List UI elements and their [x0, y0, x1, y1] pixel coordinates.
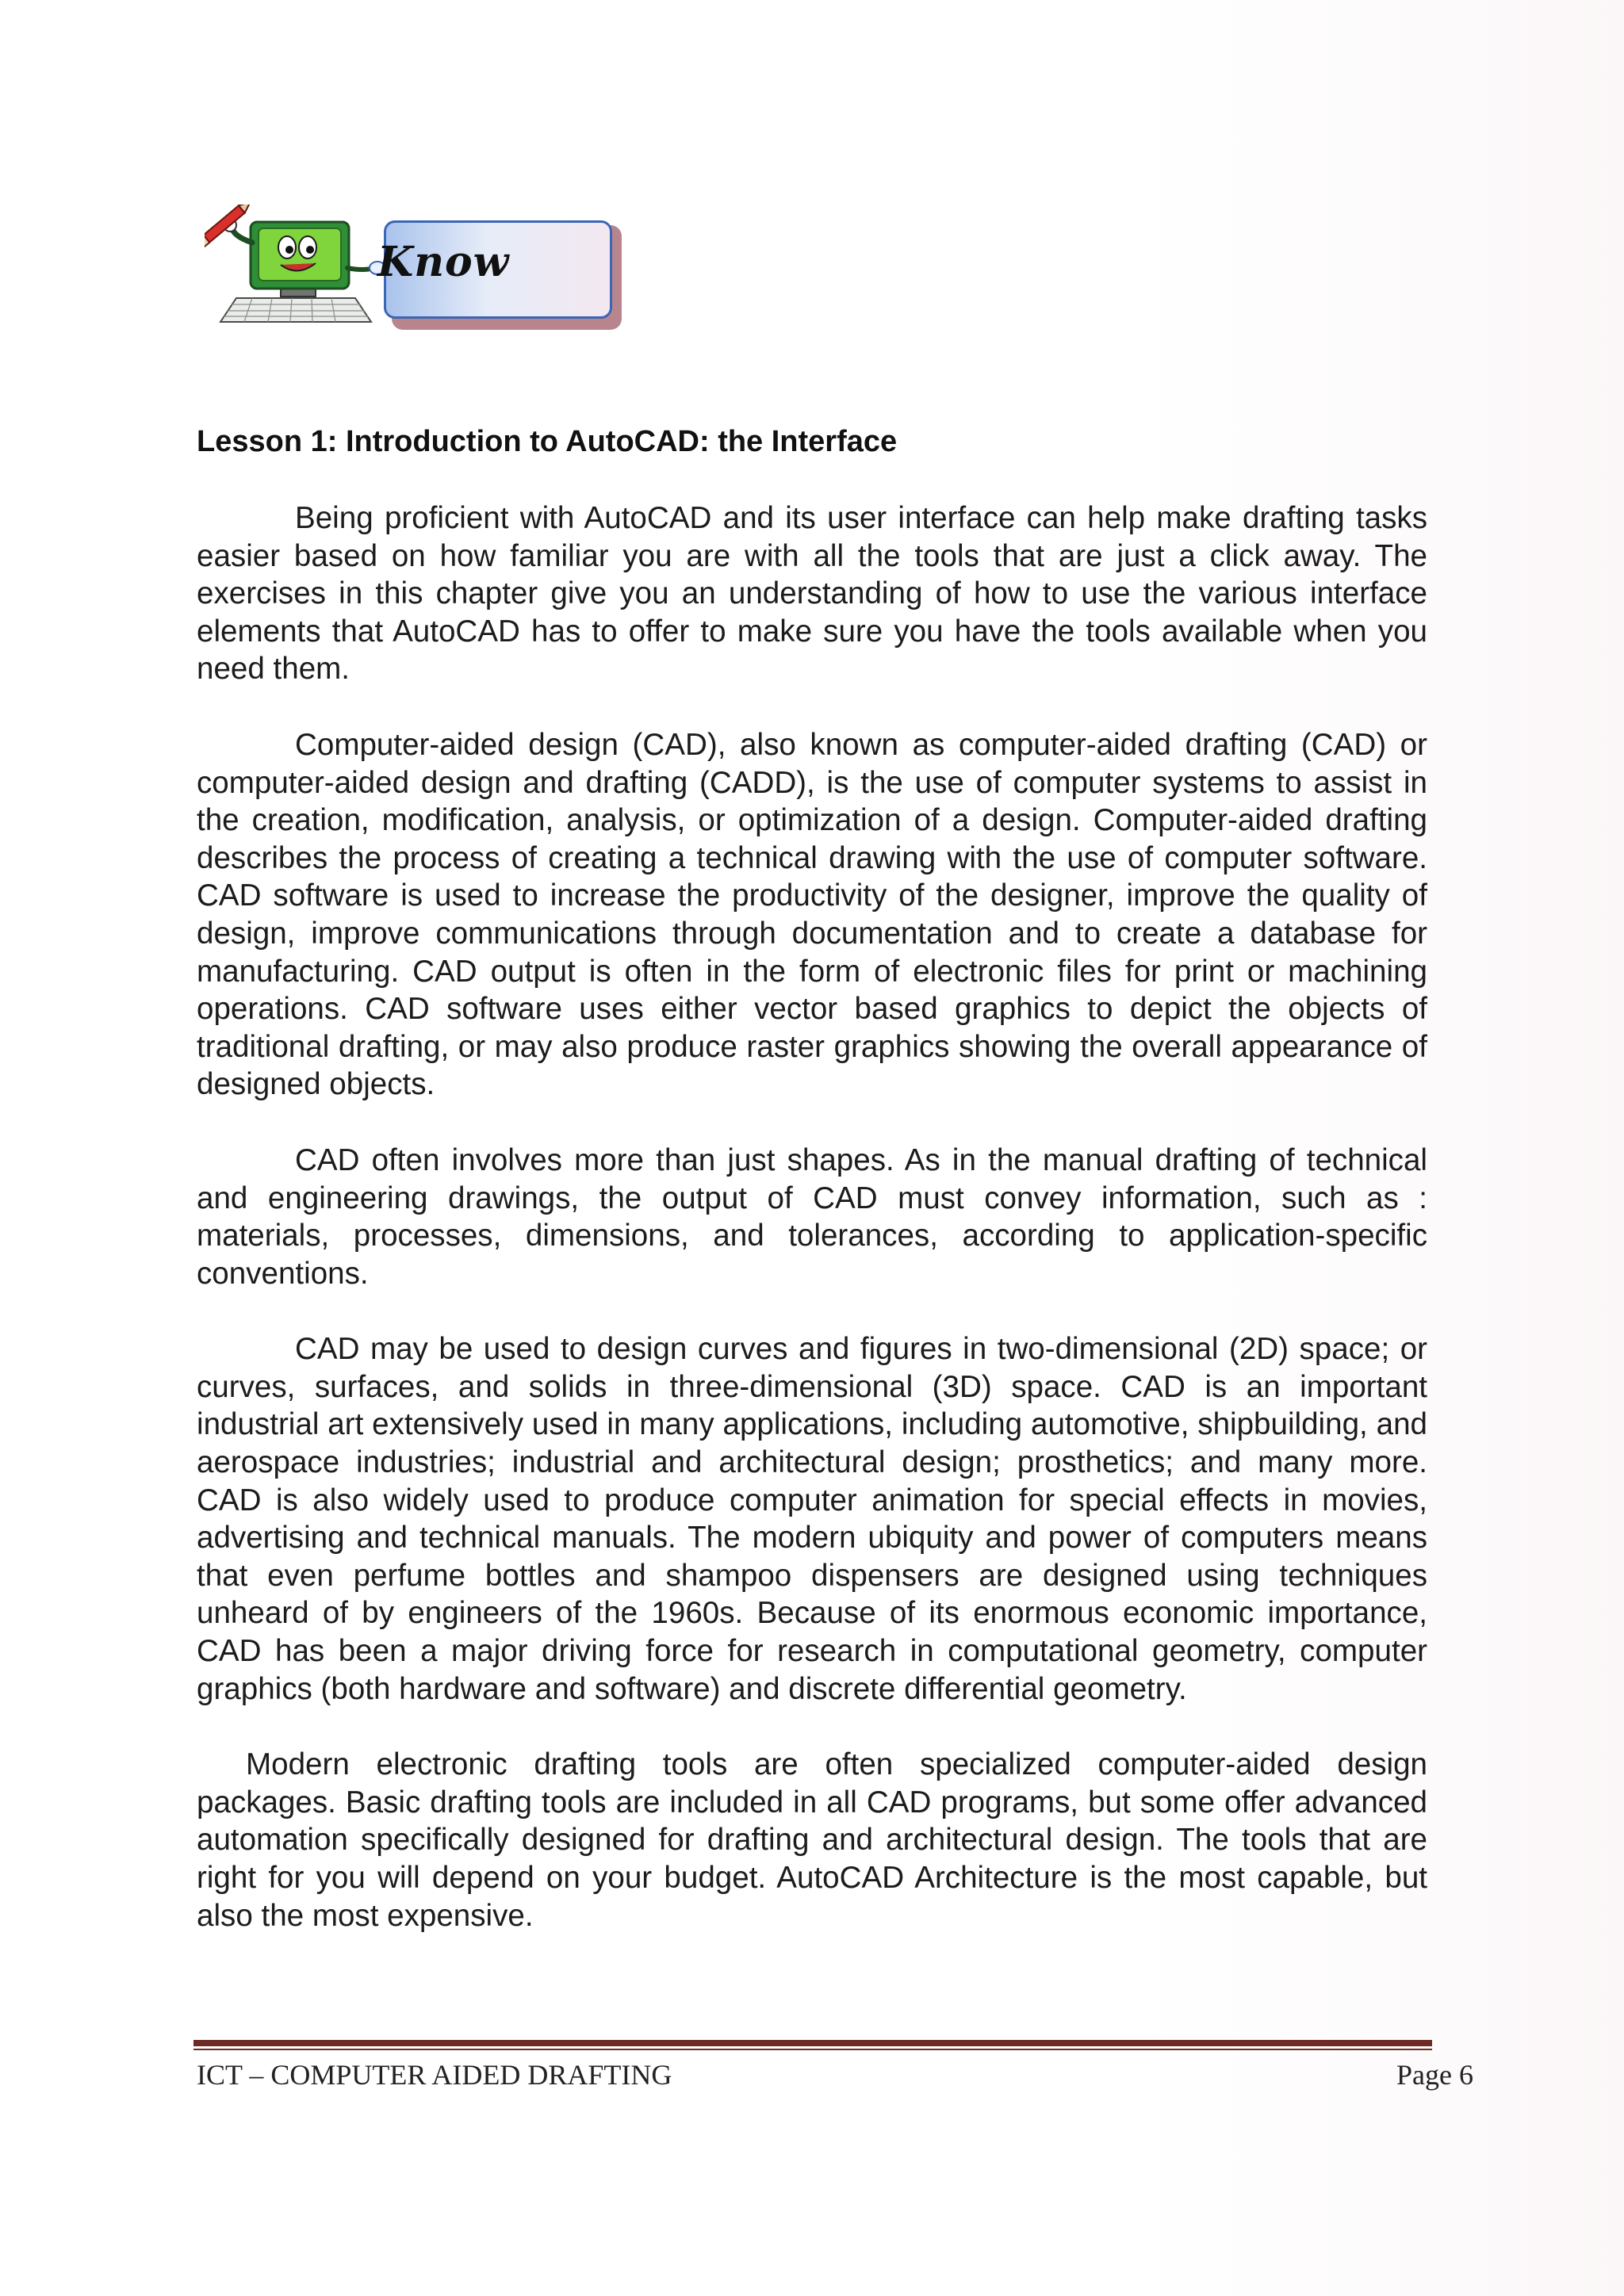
paragraph-5: Modern electronic drafting tools are often specialized computer-aided design packages. Basic drafting tools are included in all CAD programs, but some offer advanced automation specifically designed for drafting and architectural design. The tools that are right for you will depend on your budget. AutoCAD Architecture is the most capable, but also the most expensive.: [197, 1747, 1427, 1933]
footer-divider: [193, 2040, 1432, 2050]
paragraph-1: Being proficient with AutoCAD and its user interface can help make drafting tasks easier based on how familiar you are with all the tools that are just a click away. The exercises in this chapter give you an understanding of how to use the various interface elements that AutoCAD has to offer to make sure you have the tools available when you need them.: [197, 501, 1427, 687]
footer-divider-thin: [193, 2049, 1432, 2050]
footer-course-title: ICT – COMPUTER AIDED DRAFTING: [197, 2059, 672, 2091]
paragraph-2: Computer-aided design (CAD), also known as computer-aided drafting (CAD) or computer-aided design and drafting (CADD), is the use of computer systems to assist in the creation, modification, analysis, or optimization of a design. Computer-aided drafting describes the process of creating a technical drawing with the use of computer software. CAD software is used to increase the productivity of the designer, improve the quality of design, improve communications through documentation and to create a database for manufacturing. CAD output is often in the form of electronic files for print or machining operations. CAD software uses either vector based graphics to depict the objects of traditional drafting, or may also produce raster graphics showing the overall appearance of designed objects.: [197, 727, 1427, 1102]
computer-mascot-icon: [205, 205, 395, 331]
know-badge-label: Know: [377, 238, 510, 286]
know-badge: [205, 205, 625, 331]
paragraph-4: CAD may be used to design curves and figures in two-dimensional (2D) space; or curves, surfaces, and solids in three-dimensional (3D) space. CAD is an important industrial art extensively used in many applications, including automotive, shipbuilding, and aerospace industries; industrial and architectural design; prosthetics; and many more. CAD is also widely used to produce computer animation for special effects in movies, advertising and technical manuals. The modern ubiquity and power of computers means that even perfume bottles and shampoo dispensers are designed using techniques unheard of by engineers of the 1960s. Because of its enormous economic importance, CAD has been a major driving force for research in computational geometry, computer graphics (both hardware and software) and discrete differential geometry.: [197, 1332, 1427, 1706]
footer-page-number: Page 6: [1396, 2059, 1473, 2091]
footer-divider-thick: [193, 2040, 1432, 2046]
lesson-body: [197, 499, 1427, 1973]
paragraph-3: CAD often involves more than just shapes. As in the manual drafting of technical and engineering drawings, the output of CAD must convey information, such as : materials, processes, dimensions, and tolerances, according to application-specific conventions.: [197, 1142, 1427, 1291]
lesson-title: Lesson 1: Introduction to AutoCAD: the Interface: [197, 425, 898, 458]
